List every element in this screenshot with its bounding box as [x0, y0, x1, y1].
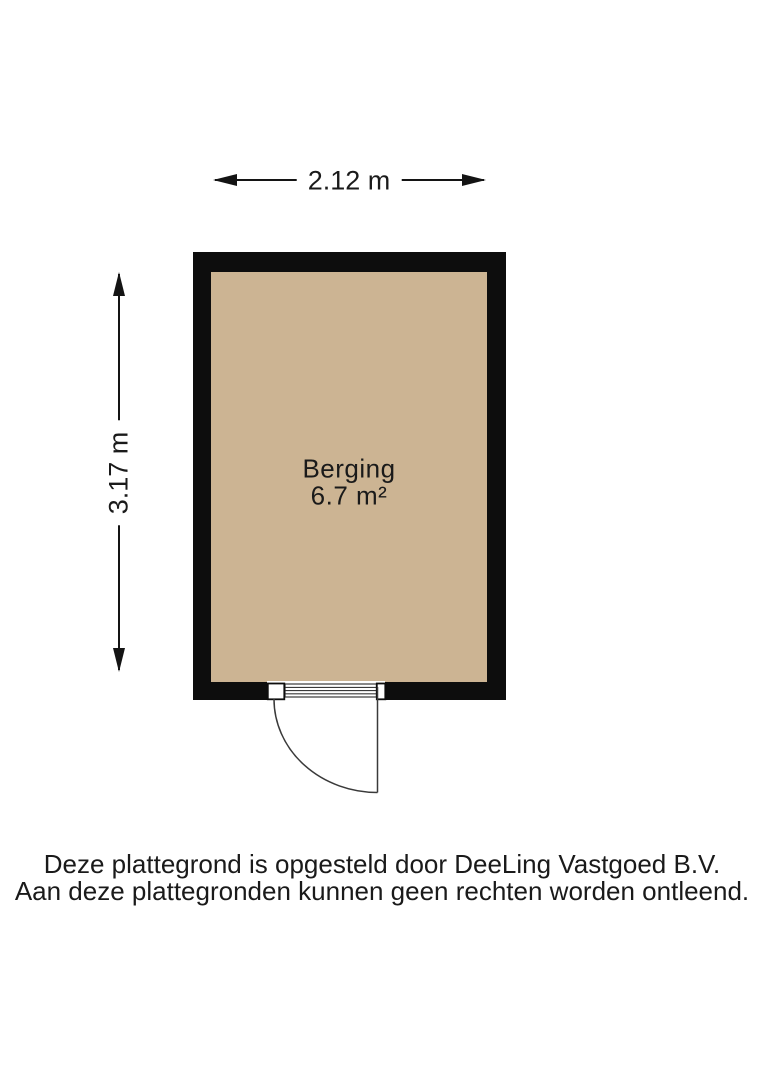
arrow-right-icon	[462, 174, 486, 186]
door-swing-arc	[274, 699, 378, 793]
disclaimer-line-2: Aan deze plattegronden kunnen geen rechten worden ontleend.	[14, 876, 750, 906]
height-dimension-label: 3.17 m	[104, 421, 135, 526]
door-threshold	[285, 684, 377, 697]
disclaimer-line-1: Deze plattegrond is opgesteld door DeeLing Vastgoed B.V.	[43, 849, 721, 879]
door-swing	[274, 687, 378, 793]
arrow-left-icon	[213, 174, 237, 186]
room-area-label: 6.7 m²	[310, 480, 388, 511]
width-dimension-label: 2.12 m	[297, 166, 402, 197]
arrow-down-icon	[113, 648, 125, 672]
disclaimer	[0, 851, 764, 905]
room-name-label: Berging	[302, 453, 396, 484]
door-jamb-left	[268, 684, 285, 700]
arrow-up-icon	[113, 272, 125, 296]
door-opening	[267, 681, 385, 701]
